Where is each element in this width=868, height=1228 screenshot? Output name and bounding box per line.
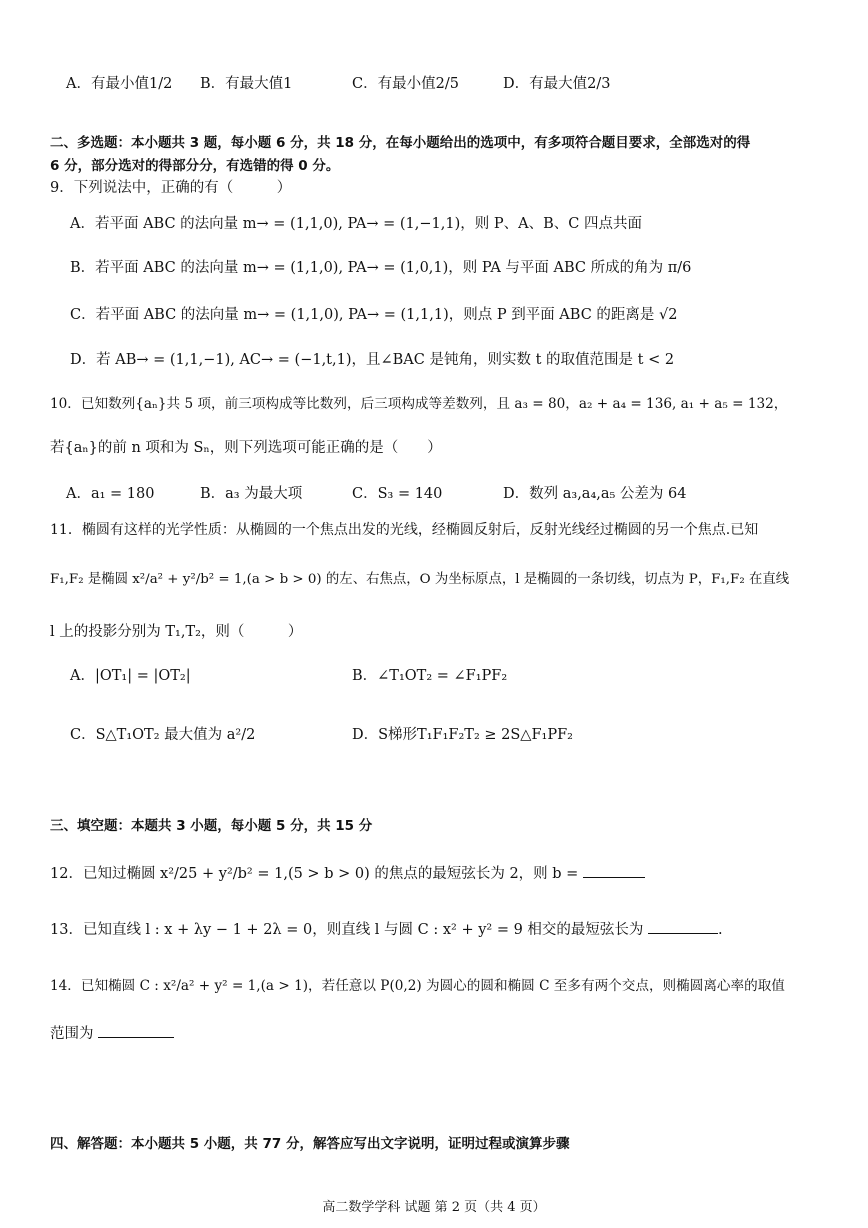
q13-line: 13．已知直线 l : x + λy − 1 + 2λ = 0，则直线 l 与圆 C : x² + y² = 9 相交的最短弦长为 . — [50, 918, 723, 940]
q10-option-b: B．a₃ 为最大项 — [200, 486, 303, 502]
q12-text: 12．已知过椭圆 x²/25 + y²/b² = 1,(5 > b > 0) 的焦点的最短弦长为 2，则 b = — [50, 866, 579, 882]
q10-option-c: C．S₃ = 140 — [352, 486, 443, 502]
q13-answer-blank[interactable] — [648, 918, 718, 934]
q8-option-c: C．有最小值2/5 — [352, 76, 459, 92]
q9-option-a: A．若平面 ABC 的法向量 m→ = (1,1,0), PA→ = (1,−1,1)，则 P、A、B、C 四点共面 — [70, 216, 642, 232]
page-footer: 高二数学学科 试题 第 2 页（共 4 页） — [322, 1200, 546, 1215]
q10-line2: 若{aₙ}的前 n 项和为 Sₙ，则下列选项可能正确的是（ ） — [50, 440, 442, 456]
q9-option-b: B．若平面 ABC 的法向量 m→ = (1,1,0), PA→ = (1,0,1)，则 PA 与平面 ABC 所成的角为 π/6 — [70, 260, 692, 276]
q13-text: 13．已知直线 l : x + λy − 1 + 2λ = 0，则直线 l 与圆 C : x² + y² = 9 相交的最短弦长为 — [50, 922, 644, 938]
q8-option-b: B．有最大值1 — [200, 76, 293, 92]
q8-option-d: D．有最大值2/3 — [503, 76, 611, 92]
q11-option-d: D．S梯形T₁F₁F₂T₂ ≥ 2S△F₁PF₂ — [352, 727, 573, 743]
section2-header-line2: 6 分，部分选对的得部分分，有选错的得 0 分。 — [50, 158, 340, 174]
q11-option-a: A．|OT₁| = |OT₂| — [70, 668, 191, 684]
q14-text: 范围为 — [50, 1026, 94, 1042]
q9-stem: 9．下列说法中，正确的有（ ） — [50, 180, 292, 196]
q10-option-d: D．数列 a₃,a₄,a₅ 公差为 64 — [503, 486, 687, 502]
q12-line — [50, 862, 645, 884]
q11-line2: F₁,F₂ 是椭圆 x²/a² + y²/b² = 1,(a > b > 0) 的左、右焦点，O 为坐标原点，l 是椭圆的一条切线，切点为 P，F₁,F₂ 在直线 — [50, 572, 790, 587]
q14-line1: 14．已知椭圆 C : x²/a² + y² = 1,(a > 1)，若任意以 P(0,2) 为圆心的圆和椭圆 C 至多有两个交点，则椭圆离心率的取值 — [50, 978, 785, 994]
q10-line1: 10．已知数列{aₙ}共 5 项，前三项构成等比数列，后三项构成等差数列，且 a₃ = 80，a₂ + a₄ = 136, a₁ + a₅ = 132， — [50, 396, 788, 412]
section4-header: 四、解答题：本小题共 5 小题，共 77 分，解答应写出文字说明，证明过程或演算步骤 — [50, 1136, 570, 1152]
q14-line2 — [50, 1022, 174, 1044]
q8-option-a: A．有最小值1/2 — [66, 76, 173, 92]
q11-option-b: B．∠T₁OT₂ = ∠F₁PF₂ — [352, 668, 508, 684]
q11-line3: l 上的投影分别为 T₁,T₂，则（ ） — [50, 624, 303, 640]
section2-header-line1: 二、多选题：本小题共 3 题，每小题 6 分，共 18 分，在每小题给出的选项中，有多项符合题目要求，全部选对的得 — [50, 135, 751, 151]
q11-option-c: C．S△T₁OT₂ 最大值为 a²/2 — [70, 727, 256, 743]
q14-answer-blank[interactable] — [98, 1022, 174, 1038]
q12-answer-blank[interactable] — [583, 862, 645, 878]
q9-option-c: C．若平面 ABC 的法向量 m→ = (1,1,0), PA→ = (1,1,1)，则点 P 到平面 ABC 的距离是 √2 — [70, 307, 678, 323]
section3-header: 三、填空题：本题共 3 小题，每小题 5 分，共 15 分 — [50, 818, 373, 834]
q9-option-d: D．若 AB→ = (1,1,−1), AC→ = (−1,t,1)，且∠BAC 是钝角，则实数 t 的取值范围是 t < 2 — [70, 352, 675, 368]
q10-option-a: A．a₁ = 180 — [66, 486, 155, 502]
q11-line1: 11．椭圆有这样的光学性质：从椭圆的一个焦点出发的光线，经椭圆反射后，反射光线经过椭圆的另一个焦点.已知 — [50, 522, 759, 538]
